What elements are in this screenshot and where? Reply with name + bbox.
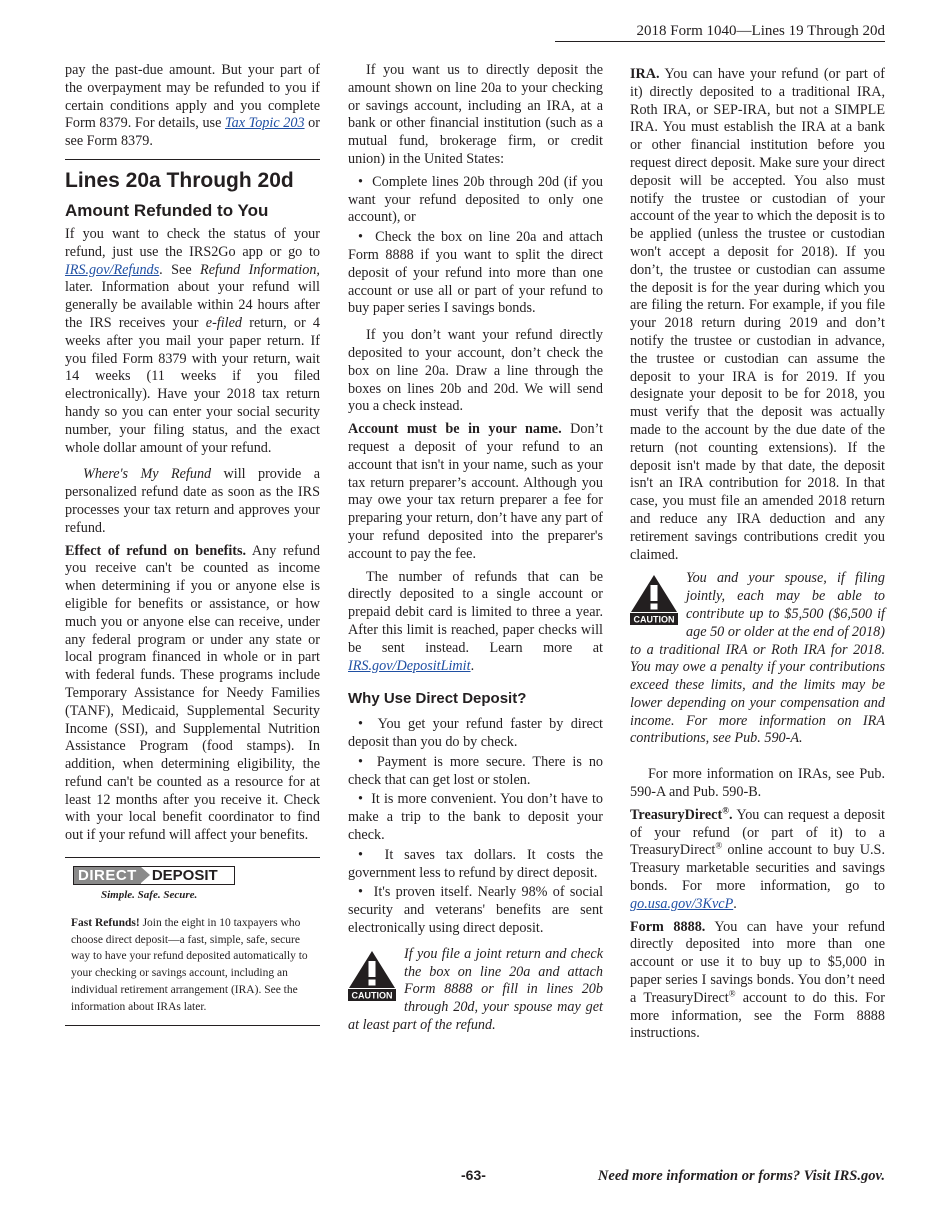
text: TreasuryDirect <box>630 806 723 823</box>
caution-note <box>630 570 885 748</box>
text: Join the eight in 10 taxpayers who choose direct deposit—a fast, simple, safe, secure way to have your refund deposited automatically to your checking or savings account, including an individual retirement arrangement (IRA). See the information about IRAs later. <box>71 916 308 1013</box>
caution-note <box>348 946 603 1035</box>
refunds-link[interactable]: IRS.gov/Refunds <box>65 261 160 278</box>
paragraph-no-deposit: If you don’t want your refund directly deposited to your account, don’t check the box on line 20a. Draw a line through the boxes on lines 20b and 20d. We will send you a check instead. <box>348 327 603 415</box>
caution-label: CAUTION <box>351 990 393 1001</box>
text: Effect of refund on benefits. <box>65 542 247 559</box>
bullet-item: • It's proven itself. Nearly 98% of social security and veterans' benefits are sent electronically using direct deposit. <box>348 884 603 937</box>
divider <box>65 857 320 858</box>
bullet-item: • It is more convenient. You don’t have to make a trip to the bank to deposit your check. <box>348 791 603 844</box>
caution-text: You and your spouse, if filing jointly, each may be able to contribute up to $5,500 ($6,500 if age 50 or older at the end of 2018) to a traditional IRA or Roth IRA for 2018. You may owe a penalty if your contributions exceed these limits, and the limits may be lower depending on your compensation and income. For more information on IRA contributions, see Pub. 590-A. <box>630 570 885 747</box>
text: Don’t request a deposit of your refund to an account that isn't in your name, such as your tax return preparer’s account. Although you may owe your tax return preparer a fee for preparing your return, don’t have any part of your refund deposited into the preparer's account to pay the fee. <box>348 421 603 562</box>
text: Fast Refunds! <box>71 916 140 929</box>
direct-deposit-logo <box>73 866 235 885</box>
paragraph-refund-status <box>65 226 320 457</box>
arrow-icon <box>141 867 150 883</box>
caution-text: If you file a joint return and check the box on line 20a and attach Form 8888 or fill in lines 20b through 20d, your spouse may get at least part of the refund. <box>348 945 603 1034</box>
footer-note: Need more information or forms? Visit IRS.gov. <box>597 1168 885 1184</box>
text: If you want to check the status of your refund, just use the IRS2Go app or go to <box>65 225 320 260</box>
text: Form 8888. <box>630 918 706 935</box>
subsection-heading: Amount Refunded to You <box>65 200 269 220</box>
text: Account must be in your name. <box>348 421 562 438</box>
text: online account to buy U.S. Treasury marketable securities and savings bonds. For more information, go to <box>630 842 885 895</box>
text: . <box>470 657 475 674</box>
text: e-filed <box>205 314 243 331</box>
bullet-item: • It saves tax dollars. It costs the government less to refund by direct deposit. <box>348 847 603 883</box>
direct-deposit-box <box>65 866 320 1016</box>
text: pay the past-due amount. But your part of the overpayment may be refunded to you if certain conditions apply and you complete Form 8379. For details, use <box>65 62 320 132</box>
text: account to do this. For more information, see the Form 8888 instructions. <box>630 989 885 1042</box>
text: You can have your refund (or part of it) directly deposited to a traditional IRA, Roth IRA, or SEP-IRA, but not a SIMPLE IRA. You must establish the IRA at a bank or other financial institution before you request direct deposit. Make sure your direct deposit will be accepted. You also must notify the trustee or custodian of your account of the year to which the deposit is to be applied (unless the trustee or custodian won't accept a deposit for 2018). If you don’t, the trustee or custodian can assume the deposit is for the year during which you are filing the return. For example, if you file your 2018 return during 2019 and don’t notify the trustee or custodian in advance, the trustee or custodian can assume the deposit to your IRA is for 2019. If you designate your deposit to be for 2018, you must verify that the deposit was actually made to the account by the due date of the return (not counting extensions). If the deposit isn't made by that date, the deposit isn't an IRA contribution for 2018. In that case, you must file an amended 2018 return and reduce any IRA deduction and any retirement savings contributions credit you claimed. <box>630 66 885 563</box>
paragraph-more-info: For more information on IRAs, see Pub. 590-A and Pub. 590-B. <box>630 766 885 801</box>
bullet-item: • You get your refund faster by direct deposit than you do by check. <box>348 716 603 752</box>
page-number: -63- <box>461 1167 486 1183</box>
text: You can request a deposit of your refund (or part of it) to a TreasuryDirect <box>630 806 885 859</box>
deposit-limit-link[interactable]: IRS.gov/DepositLimit <box>348 657 471 674</box>
paragraph-account-name <box>348 421 603 563</box>
why-heading: Why Use Direct Deposit? <box>348 690 527 708</box>
running-head: 2018 Form 1040—Lines 19 Through 20d <box>555 23 885 42</box>
text: later. Information about your refund will generally be available within 24 hours after the IRS receives your <box>65 279 320 331</box>
paragraph-form-8888 <box>630 919 885 1044</box>
direct-deposit-text <box>71 915 320 1016</box>
paragraph-past-due <box>65 62 320 151</box>
column-3 <box>630 66 885 1048</box>
registered-mark: ® <box>728 988 736 999</box>
paragraph-limit <box>348 569 603 676</box>
divider <box>65 1025 320 1026</box>
text: . <box>733 895 737 912</box>
paragraph-benefits <box>65 543 320 846</box>
text: The number of refunds that can be directly deposited to a single account or prepaid debit card is limited to three a year. After this limit is reached, paper checks will be sent instead. Learn more at <box>348 568 603 656</box>
caution-icon <box>630 574 678 626</box>
text: return, or 4 weeks after you mail your paper return. If you filed Form 8379 with your return, wait 14 weeks (11 weeks if you filed electronically). Have your 2018 tax return handy so you can enter your social security number, your filing status, and the exact whole dollar amount of your refund. <box>65 314 320 456</box>
treasury-link[interactable]: go.usa.gov/3KvcP <box>630 895 734 912</box>
section-heading: Lines 20a Through 20d <box>65 168 294 192</box>
text: You can have your refund directly deposited into more than one account or use it to buy up to $5,000 in paper series I savings bonds. You don’t need a TreasuryDirect <box>630 918 885 1006</box>
column-1 <box>65 62 320 1034</box>
column-2 <box>348 62 603 1035</box>
bullet-item: • Complete lines 20b through 20d (if you want your refund deposited to only one account), or <box>348 174 603 227</box>
registered-mark: ® <box>722 805 729 816</box>
text: IRA. <box>630 66 660 82</box>
text: Refund Information, <box>200 261 320 278</box>
bullet-item: • Payment is more secure. There is no check that can get lost or stolen. <box>348 754 603 790</box>
registered-mark: ® <box>715 840 723 851</box>
paragraph-ira <box>630 66 885 564</box>
caution-icon <box>348 950 396 1002</box>
paragraph-treasury-direct: TreasuryDirect®. You can request a deposit of your refund (or part of it) to a TreasuryDirect® online account to buy U.S. Treasury marketable securities and savings bonds. For more information, go to go.usa.gov/3KvcP. <box>630 805 885 912</box>
text: or see Form 8379. <box>65 115 320 150</box>
divider <box>65 159 320 160</box>
paragraph-wheres-my-refund <box>65 466 320 537</box>
bullet-item: • Check the box on line 20a and attach Form 8888 if you want to split the direct deposit of your refund into more than one account or use all or part of your refund to buy paper series I savings bonds. <box>348 229 603 318</box>
text: Where's My Refund <box>83 466 212 483</box>
tax-topic-link[interactable]: Tax Topic 203 <box>225 115 305 132</box>
logo-right: DEPOSIT <box>151 867 218 885</box>
caution-label: CAUTION <box>633 614 675 625</box>
text: will provide a personalized refund date as soon as the IRS processes your tax return and approves your refund. <box>65 466 321 536</box>
text: Any refund you receive can't be counted as income when determining if you or anyone else is eligible for benefits or assistance, or how much you or anyone else can receive, under any federal program or under any state or local program financed in whole or in part with federal funds. These programs include Temporary Assistance for Needy Families (TANF), Medicaid, Supplemental Security Income (SSI), and Supplemental Nutrition Assistance Program (food stamps). In addition, when determining eligibility, the refund can't be counted as a resource for at least 12 months after you receive it. Check with your local benefit coordinator to find out if your refund will affect your benefits. <box>65 542 320 844</box>
logo-left: DIRECT <box>74 867 141 884</box>
tagline: Simple. Safe. Secure. <box>101 889 198 902</box>
paragraph-direct-deposit: If you want us to directly deposit the amount shown on line 20a to your checking or savings account, including an IRA, at a bank or other financial institution (such as a mutual fund, brokerage firm, or credit union) in the United States: <box>348 62 603 167</box>
text: . See <box>159 261 201 278</box>
